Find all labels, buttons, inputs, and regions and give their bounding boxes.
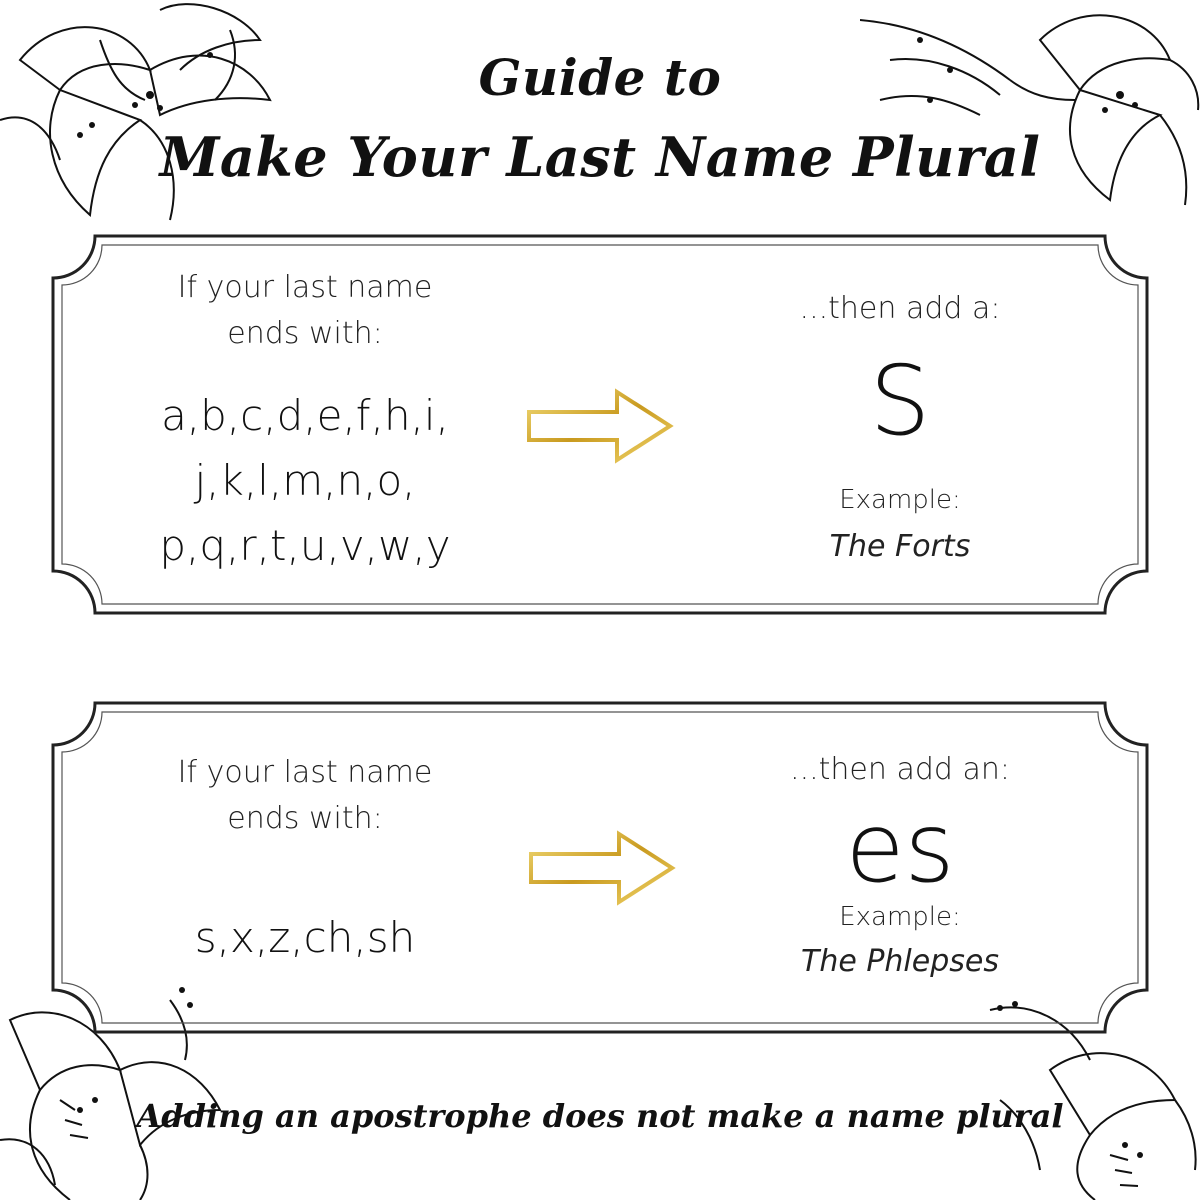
letters-line-1: s,x,z,ch,sh bbox=[194, 913, 416, 962]
example-label: Example: bbox=[839, 485, 961, 515]
suffix-s: S bbox=[869, 345, 931, 457]
example-name: The Phlepses bbox=[801, 944, 999, 979]
action-label: ...then add a: bbox=[799, 291, 1001, 326]
letters-line-3: p,q,r,t,u,v,w,y bbox=[159, 521, 451, 570]
lily-flower-icon bbox=[0, 0, 300, 230]
title-line-2: Make Your Last Name Plural bbox=[159, 125, 1041, 189]
example-label: Example: bbox=[839, 902, 961, 932]
letters-line-2: j,k,l,m,n,o, bbox=[194, 456, 416, 505]
action-label: ...then add an: bbox=[790, 752, 1010, 787]
condition-label: If your last name ends with: bbox=[177, 755, 433, 836]
footer-note: Adding an apostrophe does not make a name plural bbox=[136, 1097, 1064, 1135]
example-name: The Forts bbox=[829, 529, 971, 564]
condition-label: If your last name ends with: bbox=[177, 270, 433, 351]
rule-panel-add-es bbox=[50, 700, 1150, 1035]
right-arrow-icon bbox=[525, 388, 675, 464]
suffix-es: es bbox=[845, 792, 955, 904]
title-line-1: Guide to bbox=[478, 48, 722, 107]
right-arrow-icon bbox=[527, 830, 677, 906]
letters-line-1: a,b,c,d,e,f,h,i, bbox=[161, 391, 449, 440]
rule-panel-add-s bbox=[50, 233, 1150, 616]
